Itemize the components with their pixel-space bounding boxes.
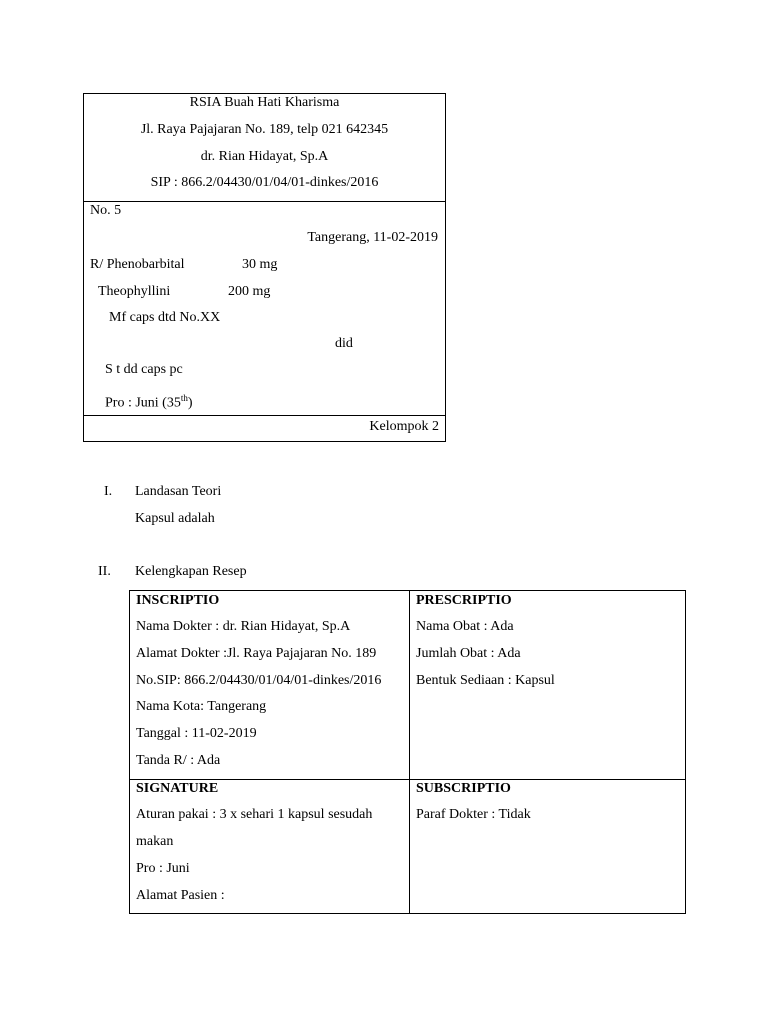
inscriptio-line: No.SIP: 866.2/04430/01/04/01-dinkes/2016 — [136, 673, 382, 688]
subscriptio-line: Paraf Dokter : Tidak — [416, 807, 531, 822]
section-1-title: Landasan Teori — [135, 484, 222, 499]
doctor-sip: SIP : 866.2/04430/01/04/01-dinkes/2016 — [150, 175, 379, 190]
inscriptio-heading: INSCRIPTIO — [136, 593, 220, 608]
footer-divider — [84, 415, 445, 416]
item-2-dose: 200 mg — [228, 284, 271, 299]
pro-superscript: th — [180, 393, 188, 403]
section-2-numeral: II. — [98, 564, 111, 579]
inscriptio-line: Tanggal : 11-02-2019 — [136, 726, 257, 741]
prescriptio-line: Jumlah Obat : Ada — [416, 646, 521, 661]
doctor-name: dr. Rian Hidayat, Sp.A — [200, 149, 329, 164]
prescriptio-line: Nama Obat : Ada — [416, 619, 514, 634]
subscriptio-heading: SUBSCRIPTIO — [416, 781, 511, 796]
signature-line: makan — [136, 834, 174, 849]
mf-line: Mf caps dtd No.XX — [109, 310, 221, 325]
signature-heading: SIGNATURE — [136, 781, 219, 796]
signature-line: Alamat Pasien : — [136, 888, 225, 903]
item-1-name: R/ Phenobarbital — [90, 257, 185, 272]
pro-prefix: Pro : Juni (35 — [105, 395, 181, 411]
signature-line: Pro : Juni — [136, 861, 190, 876]
group-label: Kelompok 2 — [369, 419, 439, 434]
table-column-divider — [409, 591, 410, 913]
item-1-dose: 30 mg — [242, 257, 278, 272]
hospital-name: RSIA Buah Hati Kharisma — [189, 95, 340, 110]
signa-line: S t dd caps pc — [105, 362, 183, 377]
table-row-divider — [130, 779, 685, 780]
prescription-number: No. 5 — [90, 203, 122, 218]
did-line: did — [335, 336, 353, 351]
section-2-title: Kelengkapan Resep — [135, 564, 247, 579]
inscriptio-line: Tanda R/ : Ada — [136, 753, 221, 768]
prescription-box — [83, 93, 446, 442]
place-date: Tangerang, 11-02-2019 — [307, 230, 438, 245]
inscriptio-line: Nama Kota: Tangerang — [136, 699, 267, 714]
section-1-numeral: I. — [104, 484, 113, 499]
signature-line: Aturan pakai : 3 x sehari 1 kapsul sesudah — [136, 807, 373, 822]
pro-suffix: ) — [187, 395, 193, 411]
completeness-table — [129, 590, 686, 914]
hospital-address: Jl. Raya Pajajaran No. 189, telp 021 642345 — [140, 122, 389, 137]
inscriptio-line: Nama Dokter : dr. Rian Hidayat, Sp.A — [136, 619, 351, 634]
prescriptio-line: Bentuk Sediaan : Kapsul — [416, 673, 555, 688]
header-divider — [84, 201, 445, 202]
prescriptio-heading: PRESCRIPTIO — [416, 593, 512, 608]
item-2-name: Theophyllini — [98, 284, 171, 299]
inscriptio-line: Alamat Dokter :Jl. Raya Pajajaran No. 189 — [136, 646, 377, 661]
pro-line — [105, 390, 193, 412]
section-1-body: Kapsul adalah — [135, 511, 215, 526]
